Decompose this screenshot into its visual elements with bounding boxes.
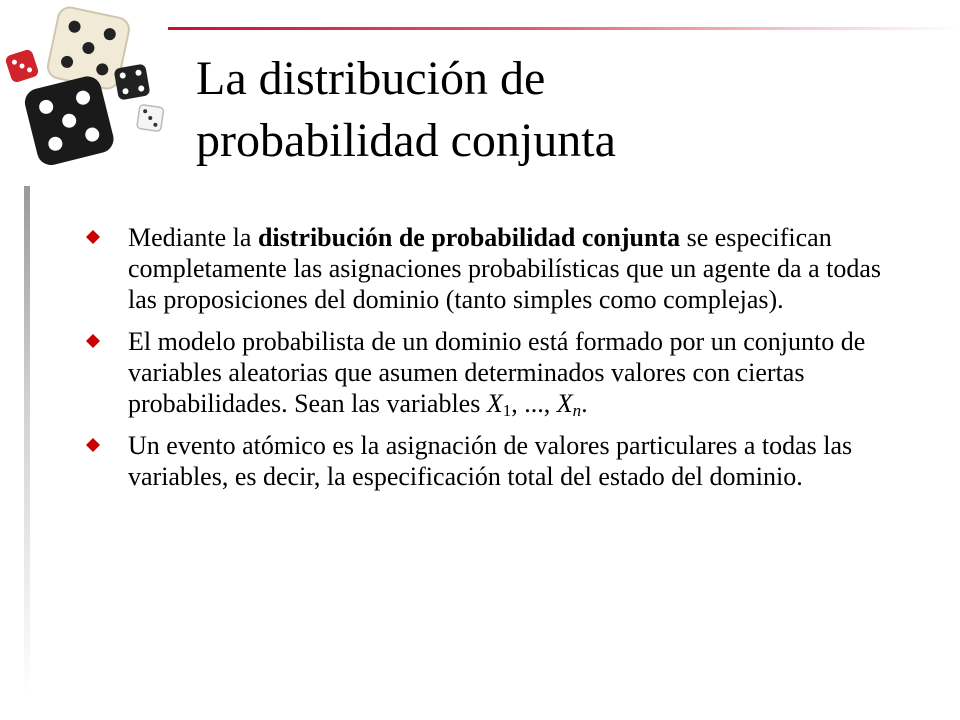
left-accent-rule [24,186,30,696]
subscript-n: n [572,401,582,420]
diamond-bullet-icon [86,230,100,244]
bullet-1-text-pre: Mediante la [128,223,258,252]
diamond-bullet-icon [86,334,100,348]
bullet-item-1 [86,222,896,315]
bullet-item-2 [86,326,896,419]
slide-title [196,48,936,172]
bullet-3-text: Un evento atómico es la asignación de valores particulares a todas las variables, es decir, la especificación total del estado del dominio. [128,431,853,491]
bullet-list [86,222,896,503]
separator-text: , ..., [511,389,557,418]
dice-image-icon [0,0,170,180]
bullet-2-text: El modelo probabilista de un dominio está formado por un conjunto de variables aleatorias que asumen determinados valores con ciertas probabilidades. Sean las variables [128,327,866,418]
bullet-1-text-bold: distribución de probabilidad conjunta [257,223,681,252]
end-text: . [581,389,588,418]
diamond-bullet-icon [86,438,100,452]
subscript-1: 1 [502,401,512,420]
variable-x: X [486,389,503,418]
title-line-2: probabilidad conjunta [196,114,616,167]
bullet-item-3 [86,430,896,492]
top-accent-rule [168,27,960,30]
variable-x: X [556,389,573,418]
title-line-1: La distribución de [196,52,546,105]
bullet-1-text-post: se especifican completamente las asignaciones probabilísticas que un agente da a todas las proposiciones del dominio (tanto simples como complejas). [128,223,882,314]
